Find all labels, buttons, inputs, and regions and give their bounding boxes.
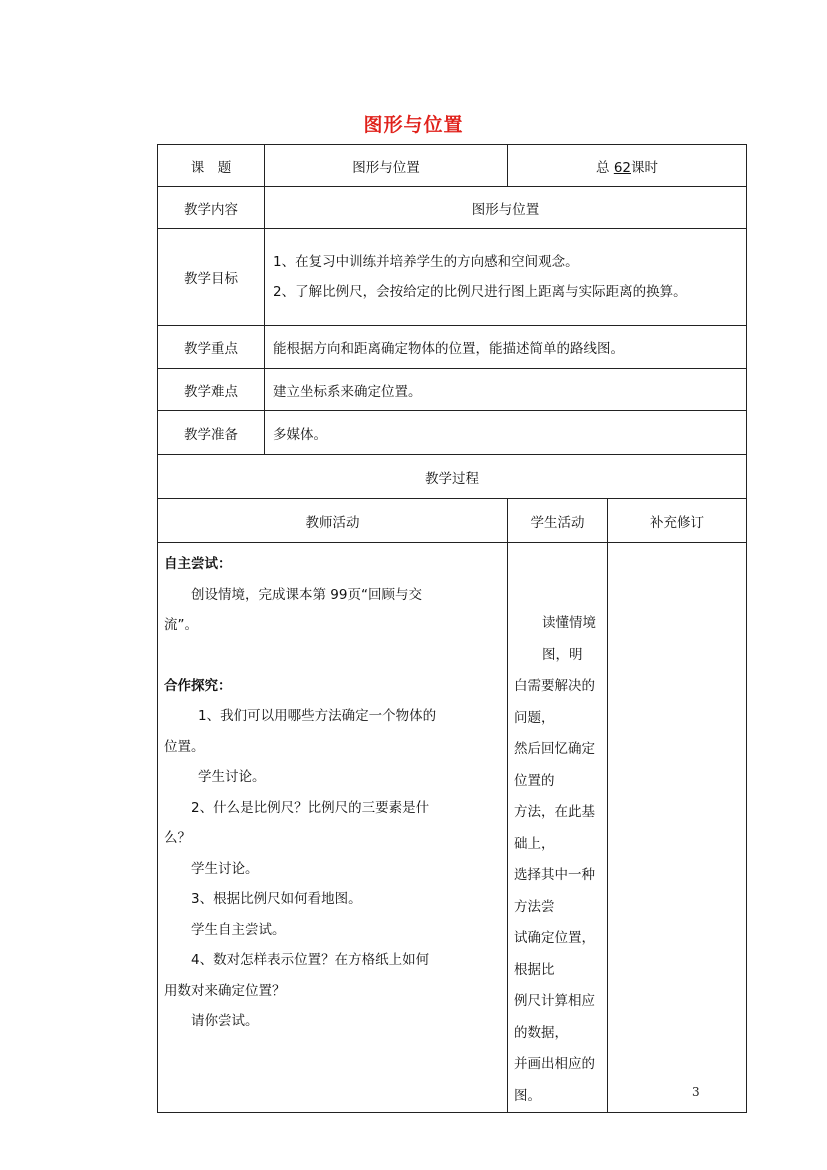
teacher-text: 学生讨论。 <box>191 860 259 877</box>
goals-value <box>265 229 747 326</box>
student-activity-cell <box>508 543 608 1113</box>
student-text: 白需要解决的问题， <box>514 678 595 726</box>
teacher-text: 学生自主尝试。 <box>191 921 286 938</box>
teacher-question: 么？ <box>164 830 191 846</box>
teacher-activity-cell <box>158 543 508 1113</box>
teacher-question: 3、根据比例尺如何看地图。 <box>191 891 362 907</box>
row-process-heading <box>158 455 747 499</box>
student-text: 例尺计算相应的数据， <box>514 993 595 1041</box>
content-value: 图形与位置 <box>265 187 747 229</box>
self-try-heading: 自主尝试： <box>164 556 232 572</box>
difficulty-label: 教学难点 <box>158 369 265 411</box>
teacher-question: 1、我们可以用哪些方法确定一个物体的 <box>198 708 437 724</box>
row-goals <box>158 229 747 326</box>
student-text: 选择其中一种方法尝 <box>514 867 595 915</box>
col-teacher-activity: 教师活动 <box>158 499 508 543</box>
teacher-text: 流”。 <box>164 617 198 633</box>
teacher-question: 2、什么是比例尺？比例尺的三要素是什 <box>191 799 430 816</box>
teacher-text: 请你尝试。 <box>191 1013 259 1029</box>
student-text: 并画出相应的图。 <box>514 1056 595 1104</box>
course-value: 图形与位置 <box>265 145 508 187</box>
teacher-question: 用数对来确定位置？ <box>164 982 286 999</box>
col-student-activity: 学生活动 <box>508 499 608 543</box>
lesson-number: 62 <box>613 159 631 176</box>
focus-label: 教学重点 <box>158 326 265 369</box>
difficulty-value: 建立坐标系来确定位置。 <box>265 369 747 411</box>
row-focus <box>158 326 747 369</box>
row-prep <box>158 411 747 455</box>
revisions-cell <box>608 543 747 1113</box>
prep-value: 多媒体。 <box>265 411 747 455</box>
page-number: 3 <box>692 1085 700 1099</box>
student-text: 读懂情境图，明 <box>542 615 596 663</box>
coop-heading: 合作探究： <box>164 677 232 694</box>
col-revisions: 补充修订 <box>608 499 747 543</box>
student-text: 然后回忆确定位置的 <box>514 741 595 789</box>
teacher-question: 4、数对怎样表示位置？在方格纸上如何 <box>191 952 430 968</box>
course-label: 课 题 <box>158 145 265 187</box>
lesson-suffix: 课时 <box>631 159 658 176</box>
row-difficulty <box>158 369 747 411</box>
teacher-question: 位置。 <box>164 738 205 755</box>
goal-item: 2、了解比例尺，会按给定的比例尺进行图上距离与实际距离的换算。 <box>273 284 687 300</box>
process-heading: 教学过程 <box>158 455 747 499</box>
student-text: 试确定位置，根据比 <box>514 930 595 978</box>
teacher-text: 学生讨论。 <box>198 769 266 785</box>
document-title: 图形与位置 <box>363 114 464 136</box>
student-text: 方法，在此基础上， <box>514 804 595 852</box>
lesson-prefix: 总 <box>596 159 614 176</box>
teacher-text: 创设情境，完成课本第 99页“回顾与交 <box>191 586 422 603</box>
lesson-plan-table <box>157 144 747 1113</box>
row-content <box>158 187 747 229</box>
row-process-columns <box>158 499 747 543</box>
row-process-body <box>158 543 747 1113</box>
row-course <box>158 145 747 187</box>
prep-label: 教学准备 <box>158 411 265 455</box>
content-label: 教学内容 <box>158 187 265 229</box>
lesson-count <box>508 145 747 187</box>
goals-label: 教学目标 <box>158 229 265 326</box>
goal-item: 1、在复习中训练并培养学生的方向感和空间观念。 <box>273 254 579 270</box>
focus-value: 能根据方向和距离确定物体的位置，能描述简单的路线图。 <box>265 326 747 369</box>
